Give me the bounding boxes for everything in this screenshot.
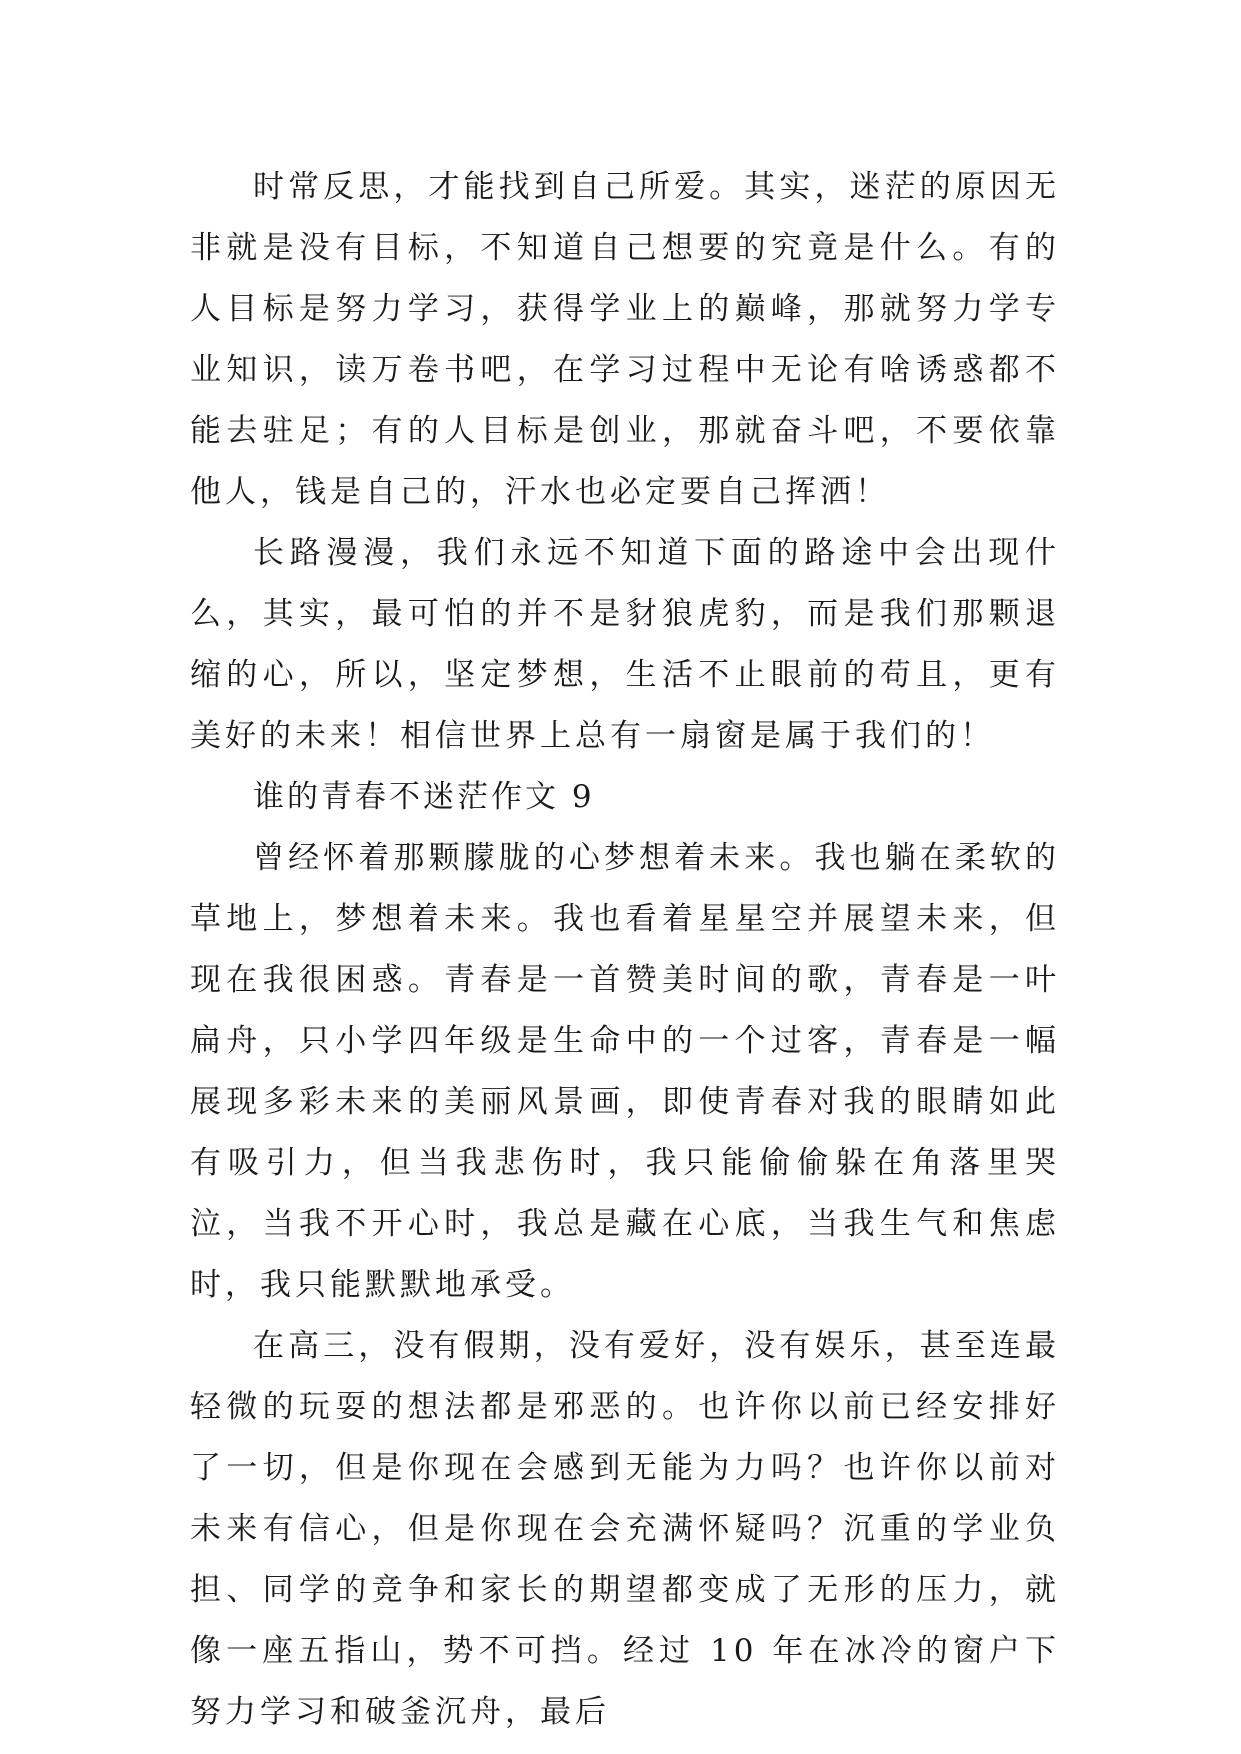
paragraph-long-road: 长路漫漫，我们永远不知道下面的路途中会出现什么，其实，最可怕的并不是豺狼虎豹，而是我们那颗退缩的心，所以，坚定梦想，生活不止眼前的苟且，更有美好的未来！相信世界上总有一扇窗是属于我们的！ bbox=[190, 535, 1060, 754]
section-title: 谁的青春不迷茫作文 9 bbox=[253, 779, 595, 815]
paragraph-reflection: 时常反思，才能找到自己所爱。其实，迷茫的原因无非就是没有目标，不知道自己想要的究竟是什么。有的人目标是努力学习，获得学业上的巅峰，那就努力学专业知识，读万卷书吧，在学习过程中无论有啥诱惑都不能去驻足；有的人目标是创业，那就奋斗吧，不要依靠他人，钱是自己的，汗水也必定要自己挥洒！ bbox=[190, 169, 1060, 510]
paragraph-senior-year: 在高三，没有假期，没有爱好，没有娱乐，甚至连最轻微的玩耍的想法都是邪恶的。也许你以前已经安排好了一切，但是你现在会感到无能为力吗？也许你以前对未来有信心，但是你现在会充满怀疑吗？沉重的学业负担、同学的竞争和家长的期望都变成了无形的压力，就像一座五指山，势不可挡。经过 10 年在冰冷的窗户下努力学习和破釜沉舟，最后 bbox=[190, 1328, 1060, 1730]
document-body bbox=[190, 157, 1060, 1743]
paragraph-dreams: 曾经怀着那颗朦胧的心梦想着未来。我也躺在柔软的草地上，梦想着未来。我也看着星星空并展望未来，但现在我很困惑。青春是一首赞美时间的歌，青春是一叶扁舟，只小学四年级是生命中的一个过客，青春是一幅展现多彩未来的美丽风景画，即使青春对我的眼睛如此有吸引力，但当我悲伤时，我只能偷偷躲在角落里哭泣，当我不开心时，我总是藏在心底，当我生气和焦虑时，我只能默默地承受。 bbox=[190, 840, 1060, 1303]
